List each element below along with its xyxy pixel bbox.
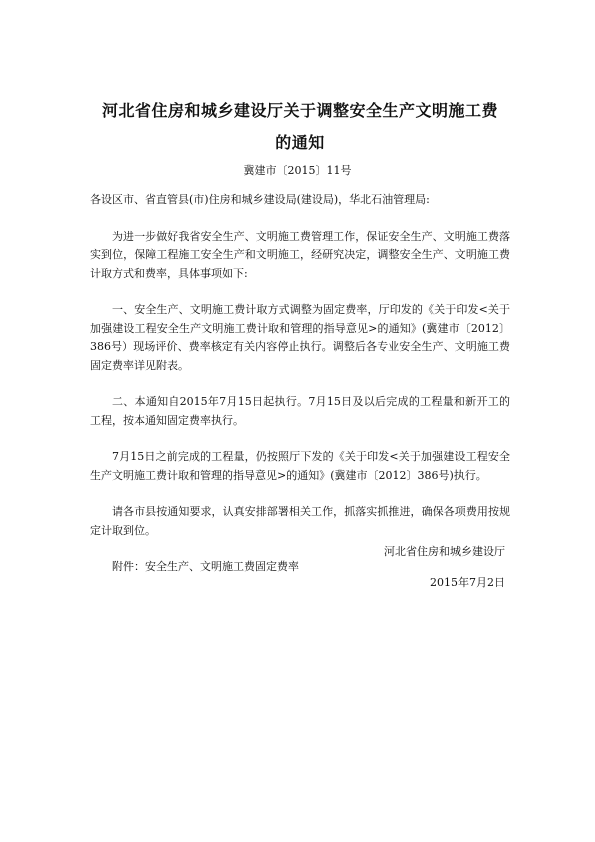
attachment-note: 附件：安全生产、文明施工费固定费率 xyxy=(112,560,299,573)
issue-date: 2015年7月2日 xyxy=(430,576,505,589)
document-title: 河北省住房和城乡建设厅关于调整安全生产文明施工费的通知 xyxy=(101,101,498,152)
document-body xyxy=(90,191,510,595)
paragraph-intro: 为进一步做好我省安全生产、文明施工费管理工作，保证安全生产、文明施工费落实到位，保障工程施工安全生产和文明施工，经研究决定，调整安全生产、文明施工费计取方式和费率，具体事项如下: xyxy=(90,229,510,280)
paragraph-request: 请各市县按通知要求，认真安排部署相关工作，抓落实抓推进，确保各项费用按规定计取到位。 xyxy=(90,505,510,537)
document-number: 冀建市〔2015〕11号 xyxy=(243,164,352,177)
paragraph-transition: 7月15日之前完成的工程量，仍按照厅下发的《关于印发<关于加强建设工程安全生产文明施工费计取和管理的指导意见>的通知》(冀建市〔2012〕386号)执行。 xyxy=(90,450,510,482)
salutation: 各设区市、省直管县(市)住房和城乡建设局(建设局)，华北石油管理局: xyxy=(90,193,430,206)
paragraph-item-1: 一、安全生产、文明施工费计取方式调整为固定费率，厅印发的《关于印发<关于加强建设工程安全生产文明施工费计取和管理的指导意见>的通知》(冀建市〔2012〕386号）现场评价、费率核定有关内容停止执行。调整后各专业安全生产、文明施工费固定费率详见附表。 xyxy=(90,303,510,372)
paragraph-item-2: 二、本通知自2015年7月15日起执行。7月15日及以后完成的工程量和新开工的工程，按本通知固定费率执行。 xyxy=(90,395,510,427)
issuer-signature: 河北省住房和城乡建设厅 xyxy=(384,545,505,558)
